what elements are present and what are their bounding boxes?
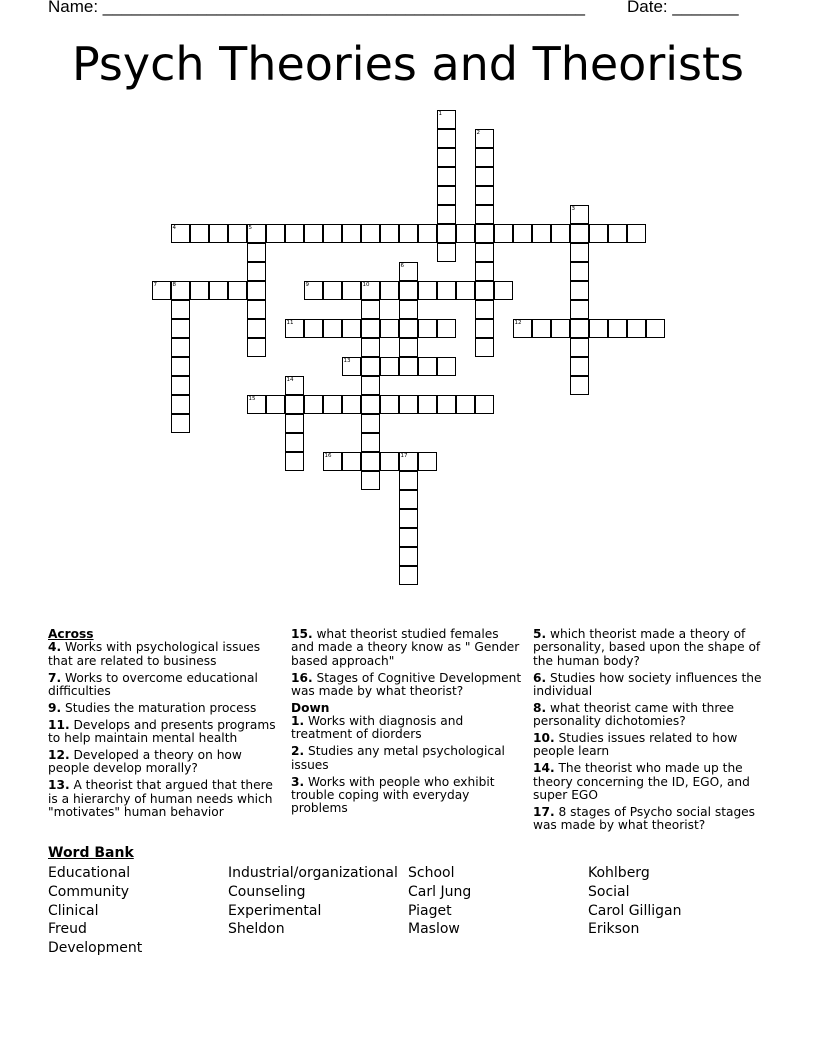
crossword-cell[interactable] [342,357,361,376]
cell-number: 17 [400,452,408,459]
crossword-cell[interactable] [437,110,456,129]
crossword-cell[interactable] [323,281,342,300]
crossword-cell[interactable] [589,224,608,243]
crossword-cell[interactable] [361,395,380,414]
crossword-cell[interactable] [399,471,418,490]
crossword-cell[interactable] [323,319,342,338]
word-bank-item: Experimental [228,902,322,919]
clue-down-5: 5. which theorist made a theory of personality, based upon the shape of the human body? [533,627,761,668]
crossword-cell[interactable] [380,224,399,243]
crossword-cell[interactable] [342,281,361,300]
crossword-cell[interactable] [323,452,342,471]
crossword-cell[interactable] [380,452,399,471]
crossword-cell[interactable] [247,319,266,338]
word-bank-item: Clinical [48,902,99,919]
crossword-cell[interactable] [342,395,361,414]
word-bank-column-3 [408,864,471,939]
crossword-cell[interactable] [608,319,627,338]
crossword-cell[interactable] [399,262,418,281]
crossword-cell[interactable] [323,224,342,243]
crossword-cell[interactable] [247,300,266,319]
crossword-cell[interactable] [190,224,209,243]
crossword-cell[interactable] [285,395,304,414]
crossword-cell[interactable] [399,509,418,528]
crossword-cell[interactable] [361,357,380,376]
word-bank-item: School [408,865,455,881]
crossword-cell[interactable] [456,395,475,414]
crossword-cell[interactable] [475,167,494,186]
crossword-cell[interactable] [570,243,589,262]
crossword-cell[interactable] [228,224,247,243]
crossword-cell[interactable] [399,395,418,414]
cell-number: 14 [286,376,294,383]
crossword-cell[interactable] [437,224,456,243]
crossword-cell[interactable] [342,452,361,471]
crossword-cell[interactable] [171,395,190,414]
crossword-cell[interactable] [570,357,589,376]
crossword-cell[interactable] [285,414,304,433]
crossword-cell[interactable] [475,300,494,319]
crossword-cell[interactable] [494,281,513,300]
crossword-cell[interactable] [247,262,266,281]
crossword-cell[interactable] [475,205,494,224]
word-bank-item: Development [48,940,143,957]
word-bank-item: Carl Jung [408,883,472,900]
crossword-cell[interactable] [171,319,190,338]
cell-number: 5 [248,224,252,231]
cell-number: 7 [153,281,157,288]
crossword-cell[interactable] [437,205,456,224]
crossword-cell[interactable] [171,300,190,319]
crossword-cell[interactable] [513,319,532,338]
crossword-cell[interactable] [285,319,304,338]
crossword-cell[interactable] [399,566,418,585]
clue-across-16: 16. Stages of Cognitive Development was made by what theorist? [291,670,522,698]
crossword-cell[interactable] [456,281,475,300]
crossword-cell[interactable] [247,338,266,357]
cell-number: 8 [172,281,176,288]
crossword-cell[interactable] [380,319,399,338]
crossword-cell[interactable] [437,167,456,186]
crossword-cell[interactable] [608,224,627,243]
word-bank-item: Sheldon [228,921,285,938]
clue-across-11: 11. Develops and presents programs to help maintain mental health [48,717,276,746]
crossword-cell[interactable] [399,357,418,376]
crossword-cell[interactable] [570,338,589,357]
crossword-cell[interactable] [570,205,589,224]
crossword-cell[interactable] [437,319,456,338]
crossword-cell[interactable] [627,319,646,338]
crossword-cell[interactable] [399,452,418,471]
crossword-cell[interactable] [209,224,228,243]
crossword-cell[interactable] [437,395,456,414]
word-bank-item: Freud [48,921,87,938]
crossword-cell[interactable] [304,319,323,338]
crossword-cell[interactable] [228,281,247,300]
crossword-cell[interactable] [342,319,361,338]
crossword-cell[interactable] [627,224,646,243]
across-heading: Across [48,627,94,641]
cell-number: 1 [438,110,442,117]
crossword-cell[interactable] [361,224,380,243]
cell-number: 13 [343,357,351,364]
crossword-cell[interactable] [475,319,494,338]
word-bank-item: Social [588,883,630,900]
crossword-cell[interactable] [361,471,380,490]
crossword-cell[interactable] [171,224,190,243]
crossword-cell[interactable] [646,319,665,338]
word-bank-item: Piaget [408,902,452,919]
crossword-cell[interactable] [361,300,380,319]
crossword-cell[interactable] [247,395,266,414]
word-bank-item: Counseling [228,883,306,900]
clue-across-7: 7. Works to overcome educational difficulties [48,670,258,698]
clue-down-14: 14. The theorist who made up the theory concerning the ID, EGO, and super EGO [533,761,750,803]
cell-number: 2 [476,129,480,136]
word-bank-item: Community [48,883,130,900]
crossword-cell[interactable] [513,224,532,243]
crossword-cell[interactable] [570,262,589,281]
crossword-cell[interactable] [418,395,437,414]
word-bank-item: Maslow [408,921,460,938]
crossword-cell[interactable] [437,129,456,148]
cell-number: 11 [286,319,294,326]
word-bank-heading: Word Bank [48,845,134,861]
crossword-cell[interactable] [570,281,589,300]
crossword-cell[interactable] [399,547,418,566]
crossword-cell[interactable] [247,224,266,243]
crossword-cell[interactable] [475,281,494,300]
crossword-cell[interactable] [247,281,266,300]
clues-column-1 [48,628,280,823]
crossword-cell[interactable] [437,148,456,167]
crossword-cell[interactable] [475,243,494,262]
clues-column-2 [291,628,523,819]
crossword-cell[interactable] [361,281,380,300]
crossword-cell[interactable] [418,319,437,338]
cell-number: 4 [172,224,176,231]
word-bank-item: Carol Gilligan [588,902,682,919]
crossword-cell[interactable] [570,300,589,319]
crossword-cell[interactable] [532,319,551,338]
word-bank-column-4 [588,864,681,939]
cell-number: 10 [362,281,370,288]
crossword-cell[interactable] [171,376,190,395]
crossword-cell[interactable] [323,395,342,414]
name-field[interactable]: Name: ___________________________________________________ [48,0,585,16]
crossword-cell[interactable] [494,224,513,243]
crossword-cell[interactable] [152,281,171,300]
crossword-cell[interactable] [589,319,608,338]
crossword-cell[interactable] [399,319,418,338]
crossword-cell[interactable] [285,433,304,452]
crossword-cell[interactable] [475,262,494,281]
crossword-cell[interactable] [361,338,380,357]
clue-down-10: 10. Studies issues related to how people learn [533,731,738,759]
crossword-cell[interactable] [209,281,228,300]
crossword-cell[interactable] [342,224,361,243]
crossword-cell[interactable] [399,281,418,300]
clue-across-15: 15. what theorist studied females and made a theory know as " Gender based approach" [291,627,520,668]
crossword-cell[interactable] [475,395,494,414]
crossword-cell[interactable] [361,433,380,452]
cell-number: 16 [324,452,332,459]
crossword-cell[interactable] [418,281,437,300]
cell-number: 12 [514,319,522,326]
crossword-cell[interactable] [570,319,589,338]
crossword-cell[interactable] [475,129,494,148]
crossword-cell[interactable] [380,395,399,414]
crossword-cell[interactable] [475,148,494,167]
clues-column-3 [533,628,765,836]
cell-number: 15 [248,395,256,402]
clue-across-9: 9. Studies the maturation process [48,700,257,715]
word-bank-item: Industrial/organizational [228,865,398,881]
crossword-cell[interactable] [418,452,437,471]
crossword-cell[interactable] [418,224,437,243]
crossword-cell[interactable] [437,243,456,262]
clue-down-17: 17. 8 stages of Psycho social stages was made by what theorist? [533,805,756,833]
crossword-cell[interactable] [475,224,494,243]
crossword-cell[interactable] [437,357,456,376]
word-bank-column-1 [48,864,142,958]
crossword-cell[interactable] [437,186,456,205]
clue-across-12: 12. Developed a theory on how people develop morally? [48,748,242,776]
cell-number: 6 [400,262,404,269]
crossword-cell[interactable] [361,414,380,433]
clue-down-6: 6. Studies how society influences the individual [533,670,762,698]
clue-down-3: 3. Works with people who exhibit trouble coping with everyday problems [291,774,495,816]
word-bank-item: Erikson [588,921,640,938]
crossword-cell[interactable] [247,243,266,262]
date-field[interactable]: Date: _______ [627,0,739,16]
down-heading: Down [291,700,330,715]
crossword-cell[interactable] [266,395,285,414]
crossword-cell[interactable] [304,395,323,414]
crossword-cell[interactable] [285,376,304,395]
crossword-cell[interactable] [285,224,304,243]
crossword-cell[interactable] [437,281,456,300]
crossword-cell[interactable] [361,319,380,338]
crossword-cell[interactable] [399,528,418,547]
crossword-cell[interactable] [361,452,380,471]
crossword-cell[interactable] [570,376,589,395]
word-bank-item: Kohlberg [588,865,650,881]
cell-number: 3 [571,205,575,212]
crossword-cell[interactable] [551,224,570,243]
crossword-cell[interactable] [570,224,589,243]
crossword-cell[interactable] [171,357,190,376]
crossword-cell[interactable] [399,490,418,509]
crossword-cell[interactable] [551,319,570,338]
clue-down-1: 1. Works with diagnosis and treatment of diorders [291,714,464,742]
crossword-cell[interactable] [418,357,437,376]
crossword-cell[interactable] [399,224,418,243]
cell-number: 9 [305,281,309,288]
crossword-cell[interactable] [361,376,380,395]
crossword-cell[interactable] [380,357,399,376]
crossword-cell[interactable] [171,281,190,300]
crossword-cell[interactable] [171,414,190,433]
crossword-cell[interactable] [380,281,399,300]
crossword-cell[interactable] [304,281,323,300]
crossword-cell[interactable] [285,452,304,471]
clue-across-4: 4. Works with psychological issues that are related to business [48,640,261,668]
clue-down-8: 8. what theorist came with three personality dichotomies? [533,700,735,729]
crossword-cell[interactable] [171,338,190,357]
clue-down-2: 2. Studies any metal psychological issues [291,744,505,772]
word-bank-item: Educational [48,865,131,881]
crossword-cell[interactable] [399,338,418,357]
crossword-cell[interactable] [266,224,285,243]
crossword-cell[interactable] [399,300,418,319]
crossword-cell[interactable] [304,224,323,243]
crossword-cell[interactable] [475,338,494,357]
crossword-cell[interactable] [475,186,494,205]
crossword-cell[interactable] [190,281,209,300]
crossword-cell[interactable] [456,224,475,243]
page-title: Psych Theories and Theorists [72,37,744,91]
word-bank-column-2 [228,864,398,939]
clue-across-13: 13. A theorist that argued that there is a hierarchy of human needs which "motivates" human behavior [48,778,273,819]
crossword-cell[interactable] [532,224,551,243]
